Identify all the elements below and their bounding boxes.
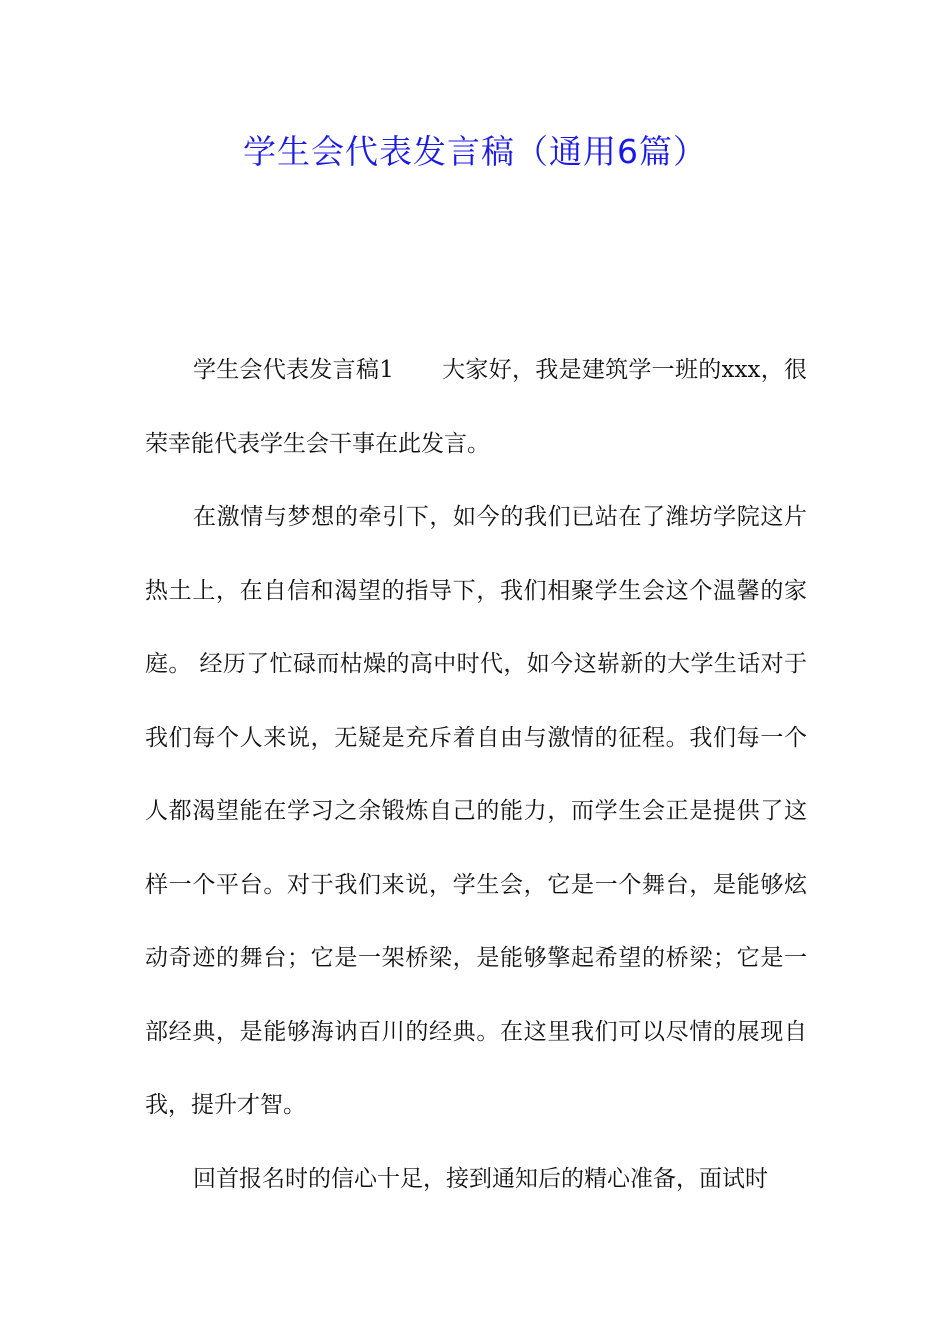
document-body xyxy=(145,334,807,1216)
paragraph-1 xyxy=(145,334,807,481)
paragraph-1-text: 大家好，我是建筑学一班的xxx，很荣幸能代表学生会干事在此发言。 xyxy=(145,357,807,457)
paragraph-2: 在激情与梦想的牵引下，如今的我们已站在了潍坊学院这片热土上，在自信和渴望的指导下，我们相聚学生会这个温馨的家庭。 经历了忙碌而枯燥的高中时代，如今这崭新的大学生话对于我们每个人来说，无疑是充斥着自由与激情的征程。我们每一个人都渴望能在学习之余锻炼自己的能力，而学生会正是提供了这样一个平台。对于我们来说，学生会，它是一个舞台，是能够炫动奇迹的舞台；它是一架桥梁，是能够擎起希望的桥梁；它是一部经典，是能够海讷百川的经典。在这里我们可以尽情的展现自我，提升才智。 xyxy=(145,504,807,1118)
document-title: 学生会代表发言稿（通用6篇） xyxy=(243,132,707,171)
paragraph-3: 回首报名时的信心十足，接到通知后的精心准备，面试时 xyxy=(193,1165,768,1192)
section-heading: 学生会代表发言稿1 xyxy=(193,357,394,383)
